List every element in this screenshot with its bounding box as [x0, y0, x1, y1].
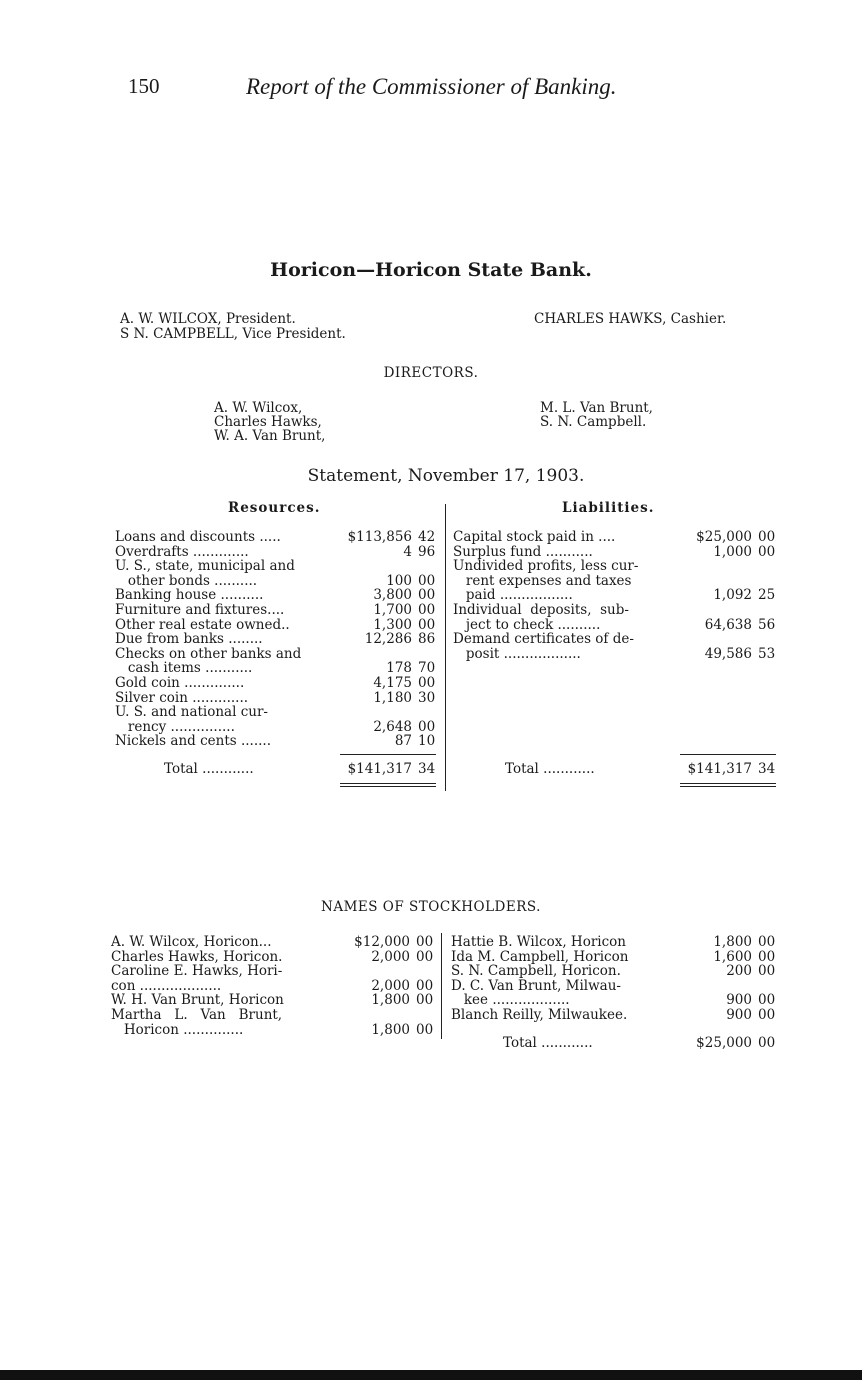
entry-cents: 00 [418, 718, 436, 735]
director-name: A. W. Wilcox, [214, 400, 303, 416]
running-title: Report of the Commissioner of Banking. [246, 74, 617, 99]
entry-cents: 00 [418, 572, 436, 589]
entry-cents: 25 [758, 587, 776, 604]
entry-dollars: 178 [386, 660, 412, 677]
director-name: M. L. Van Brunt, [540, 400, 653, 416]
entry-dollars: $141,317 [687, 761, 752, 777]
liability-row [0, 632, 862, 647]
officer-cashier: CHARLES HAWKS, Cashier. [534, 311, 727, 327]
entry-label: D. C. Van Brunt, Milwau- [451, 977, 621, 994]
entry-cents: 34 [418, 761, 436, 777]
officer-vice-president: S N. CAMPBELL, Vice President. [120, 326, 346, 342]
entry-label: Blanch Reilly, Milwaukee. [451, 1007, 628, 1023]
entry-cents: 00 [418, 587, 436, 604]
entry-label: Silver coin ............. [115, 689, 249, 706]
entry-dollars: 1,700 [373, 602, 412, 618]
entry-dollars: 2,000 [371, 977, 410, 994]
liabilities-heading: Liabilities. [562, 500, 655, 516]
liability-row [0, 588, 862, 603]
entry-dollars: 2,648 [373, 718, 412, 735]
entry-cents: 34 [758, 761, 776, 777]
entry-cents: 00 [416, 977, 434, 994]
entry-label: Due from banks ........ [115, 631, 263, 648]
entry-label: Furniture and fixtures.... [115, 602, 285, 618]
entry-label: Loans and discounts ..... [115, 529, 281, 545]
entry-cents: 53 [758, 645, 776, 662]
resource-row [0, 676, 862, 691]
entry-label: rency ............... [115, 718, 235, 735]
entry-cents: 00 [416, 992, 434, 1009]
entry-dollars: 3,800 [373, 587, 412, 604]
total-double-rule [680, 783, 776, 784]
entry-label: kee .................. [451, 992, 570, 1009]
entry-label: other bonds .......... [115, 572, 258, 589]
entry-dollars: 1,800 [371, 992, 410, 1009]
entry-label: Total ............ [503, 1035, 593, 1051]
entry-cents: 00 [416, 948, 434, 965]
entry-label: Total ............ [505, 761, 595, 777]
entry-cents: 00 [418, 616, 436, 633]
entry-label: Surplus fund ........... [453, 543, 593, 560]
entry-label: Demand certificates of de- [453, 631, 634, 648]
entry-cents: 70 [418, 660, 436, 677]
entry-label: Ida M. Campbell, Horicon [451, 948, 629, 965]
entry-label: U. S. and national cur- [115, 704, 268, 721]
total-double-rule [340, 786, 436, 787]
entry-cents: 00 [416, 1021, 434, 1038]
entry-dollars: 1,300 [373, 616, 412, 633]
entry-cents: 00 [418, 675, 436, 691]
stockholder-row [0, 993, 862, 1008]
resource-row [0, 691, 862, 706]
entry-label: S. N. Campbell, Horicon. [451, 963, 621, 980]
entry-dollars: 12,286 [364, 631, 412, 648]
total-rule [680, 754, 776, 755]
entry-cents: 10 [418, 733, 436, 750]
entry-dollars: 200 [726, 963, 752, 980]
stockholder-row [0, 950, 862, 965]
entry-cents: 56 [758, 616, 776, 633]
entry-dollars: 87 [394, 733, 412, 750]
entry-label: Individual deposits, sub- [453, 602, 629, 618]
entry-label: Overdrafts ............. [115, 543, 249, 560]
entry-label: Capital stock paid in .... [453, 529, 616, 545]
entry-dollars: 4,175 [373, 675, 412, 691]
director-name: S. N. Campbell. [540, 414, 647, 430]
entry-label: Hattie B. Wilcox, Horicon [451, 934, 626, 950]
entry-dollars: 1,600 [713, 948, 752, 965]
entry-cents: 00 [758, 543, 776, 560]
entry-dollars: 64,638 [704, 616, 752, 633]
entry-label: Undivided profits, less cur- [453, 558, 639, 575]
total-double-rule [680, 786, 776, 787]
entry-label: Total ............ [164, 761, 254, 777]
entry-cents: 96 [418, 543, 436, 560]
resource-row [0, 705, 862, 720]
entry-dollars: 1,000 [713, 543, 752, 560]
entry-dollars: $12,000 [354, 934, 410, 950]
entry-label: Martha L. Van Brunt, [111, 1007, 283, 1023]
entry-dollars: 900 [726, 1007, 752, 1023]
entry-cents: 86 [418, 631, 436, 648]
entry-dollars: 49,586 [704, 645, 752, 662]
entry-label: W. H. Van Brunt, Horicon [111, 992, 284, 1009]
stockholder-row [0, 1008, 862, 1023]
entry-label: Charles Hawks, Horicon. [111, 948, 283, 965]
entry-cents: 00 [758, 963, 776, 980]
entry-label: paid ................. [453, 587, 573, 604]
entry-dollars: $25,000 [696, 529, 752, 545]
entry-label: Gold coin .............. [115, 675, 245, 691]
liability-row [0, 559, 862, 574]
entry-dollars: $141,317 [347, 761, 412, 777]
liability-total [0, 762, 862, 777]
entry-dollars: 900 [726, 992, 752, 1009]
total-double-rule [340, 783, 436, 784]
stockholder-row [0, 935, 862, 950]
entry-dollars: $113,856 [347, 529, 412, 545]
page-number: 150 [128, 74, 160, 98]
resource-row [0, 661, 862, 676]
total-rule [340, 754, 436, 755]
entry-cents: 00 [758, 1035, 776, 1051]
stockholders-heading: NAMES OF STOCKHOLDERS. [321, 899, 541, 915]
entry-label: rent expenses and taxes [453, 572, 632, 589]
liability-row [0, 647, 862, 662]
director-name: W. A. Van Brunt, [214, 428, 326, 444]
entry-label: Other real estate owned.. [115, 616, 290, 633]
entry-cents: 00 [416, 934, 434, 950]
entry-dollars: 4 [403, 543, 412, 560]
director-name: Charles Hawks, [214, 414, 322, 430]
entry-label: U. S., state, municipal and [115, 558, 295, 575]
statement-title: Statement, November 17, 1903. [307, 466, 585, 486]
entry-label: A. W. Wilcox, Horicon... [111, 934, 272, 950]
entry-label: Horicon .............. [111, 1021, 244, 1038]
stockholders-total [0, 1036, 862, 1051]
entry-cents: 30 [418, 689, 436, 706]
entry-label: Caroline E. Hawks, Hori- [111, 963, 283, 980]
resource-row [0, 734, 862, 749]
entry-label: Banking house .......... [115, 587, 264, 604]
entry-dollars: 1,180 [373, 689, 412, 706]
entry-cents: 00 [758, 948, 776, 965]
stockholder-row [0, 964, 862, 979]
resources-heading: Resources. [228, 500, 321, 516]
entry-dollars: 100 [386, 572, 412, 589]
entry-label: ject to check .......... [453, 616, 601, 633]
entry-cents: 00 [758, 529, 776, 545]
officer-president: A. W. WILCOX, President. [120, 311, 296, 327]
liability-row [0, 574, 862, 589]
entry-dollars: $25,000 [696, 1035, 752, 1051]
entry-dollars: 2,000 [371, 948, 410, 965]
liability-row [0, 618, 862, 633]
entry-label: cash items ........... [115, 660, 253, 677]
liability-row [0, 530, 862, 545]
entry-label: Checks on other banks and [115, 645, 302, 662]
entry-cents: 00 [418, 602, 436, 618]
entry-dollars: 1,800 [713, 934, 752, 950]
entry-label: con ................... [111, 977, 222, 994]
entry-cents: 00 [758, 1007, 776, 1023]
entry-cents: 42 [418, 529, 436, 545]
entry-cents: 00 [758, 992, 776, 1009]
liability-row [0, 545, 862, 560]
entry-cents: 00 [758, 934, 776, 950]
stockholder-row [0, 979, 862, 994]
directors-heading: DIRECTORS. [383, 365, 479, 381]
entry-dollars: 1,800 [371, 1021, 410, 1038]
liability-row [0, 603, 862, 618]
scan-edge [0, 1370, 862, 1380]
bank-title: Horicon—Horicon State Bank. [270, 259, 592, 281]
entry-label: Nickels and cents ....... [115, 733, 272, 750]
entry-dollars: 1,092 [713, 587, 752, 604]
entry-label: posit .................. [453, 645, 581, 662]
resource-row [0, 720, 862, 735]
